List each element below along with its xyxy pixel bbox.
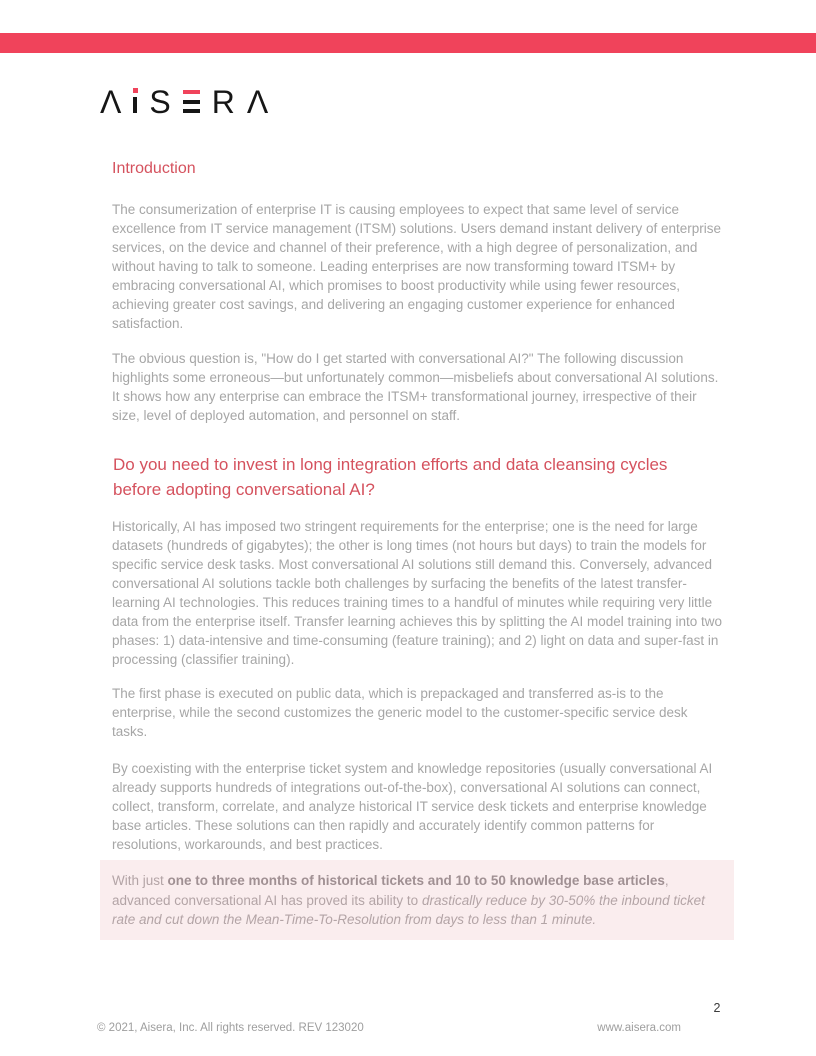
logo-i-dot <box>133 88 138 93</box>
page-number: 2 <box>713 1001 721 1015</box>
top-accent-bar <box>0 33 816 53</box>
intro-paragraph-1: The consumerization of enterprise IT is causing employees to expect that same level of service excellence from IT service management (ITSM) solutions. Users demand instant delivery of enterprise services, on the device and channel of their preference, with a high degree of personalization, and without having to talk to someone. Leading enterprises are now transforming toward ITSM+ by embracing conversational AI, which promises to boost productivity while using fewer resources, achieving greater cost savings, and delivering an engaging customer experience for enhanced satisfaction. <box>112 202 722 331</box>
logo-e-bar-top <box>183 90 200 94</box>
section-heading-introduction: Introduction <box>112 160 196 177</box>
callout-text-regular-1: With just <box>112 873 168 888</box>
footer-copyright: © 2021, Aisera, Inc. All rights reserved. REV 123020 <box>97 1022 364 1034</box>
logo-e-bar-middle <box>183 100 200 104</box>
logo-e-bar-bottom <box>183 109 200 113</box>
body-paragraph-3: By coexisting with the enterprise ticket system and knowledge repositories (usually conversational AI already supports hundreds of integrations out-of-the-box), conversational AI solutions can connect, collect, transform, correlate, and analyze historical IT service desk tickets and enterprise knowledge base articles. These solutions can then rapidly and accurately identify common patterns for resolutions, workarounds, and best practices. <box>112 761 713 852</box>
callout-text-bold: one to three months of historical tickets and 10 to 50 knowledge base articles <box>167 873 665 888</box>
logo-letter-s: S <box>149 84 171 120</box>
body-paragraph-1: Historically, AI has imposed two stringent requirements for the enterprise; one is the need for large datasets (hundreds of gigabytes); the other is long times (not hours but days) to train the models for specific service desk tasks. Most conversational AI solutions still demand this. Conversely, advanced conversational AI solutions tackle both challenges by surfacing the benefits of the latest transfer-learning AI technologies. This reduces training times to a handful of minutes while requiring very little data from the enterprise itself. Transfer learning achieves this by splitting the AI model training into two phases: 1) data-intensive and time-consuming (feature training); and 2) light on data and super-fast in processing (classifier training). <box>112 519 723 667</box>
logo-letter-i-icon <box>133 88 137 113</box>
intro-paragraph-2: The obvious question is, "How do I get started with conversational AI?" The following discussion highlights some erroneous—but unfortunately common—misbeliefs about conversational AI solutions. It shows how any enterprise can embrace the ITSM+ transformational journey, irrespective of their size, level of deployed automation, and personnel on staff. <box>112 351 719 423</box>
logo-letter-e-icon <box>183 90 200 113</box>
callout-text-italic: drastically reduce by 30-50% the inbound ticket rate and cut down the Mean-Time-To-Resolution from days to less than 1 minute. <box>112 892 705 927</box>
section-heading-question: Do you need to invest in long integration efforts and data cleansing cycles before adopting conversational AI? <box>113 455 668 499</box>
aisera-logo <box>100 84 268 121</box>
logo-letter-r: R <box>211 84 235 120</box>
highlight-callout-box <box>100 860 734 940</box>
body-paragraph-2: The first phase is executed on public data, which is prepackaged and transferred as-is to the enterprise, while the second customizes the generic model to the customer-specific service desk tasks. <box>112 686 688 739</box>
logo-letter-a2: Λ <box>246 84 269 120</box>
footer-website-link[interactable]: www.aisera.com <box>597 1022 681 1034</box>
callout-text-regular-2: , advanced conversational AI has proved its ability to <box>112 873 669 908</box>
logo-letter-a1: Λ <box>100 84 122 120</box>
logo-i-stem <box>133 97 137 113</box>
